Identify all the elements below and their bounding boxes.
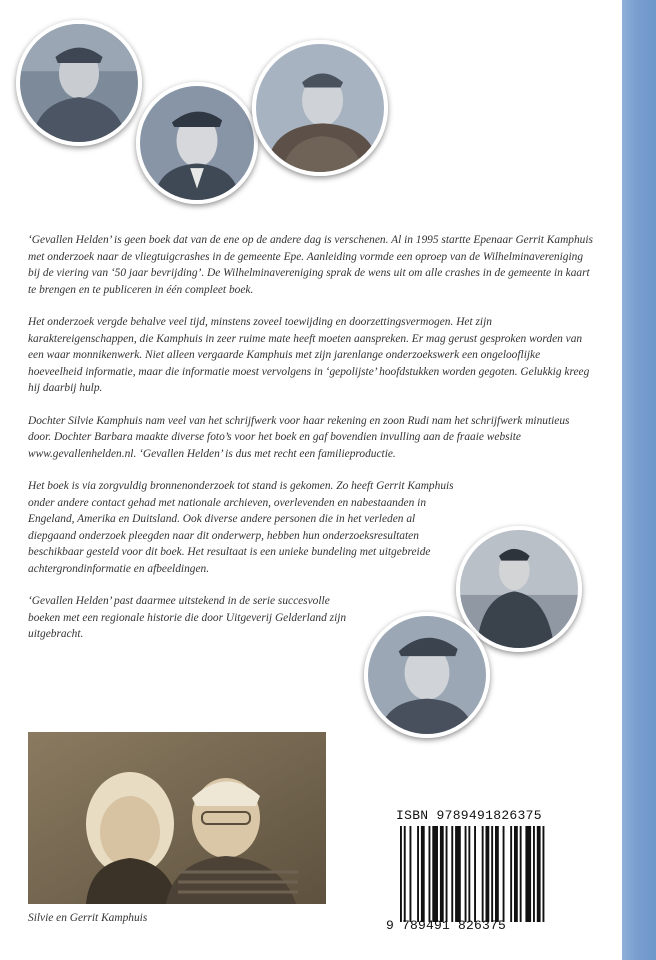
barcode-bar xyxy=(486,826,490,922)
book-spine-edge xyxy=(622,0,656,960)
barcode-bar xyxy=(417,826,419,922)
paragraph-history: ‘Gevallen Helden’ is geen boek dat van de ene op de andere dag is verschenen. Al in 1995 startte Epenaar Gerrit Kamphuis met onderzoek naar de vliegtuigcrashes in de gemeente Epe. Aanleiding vormde een oproep van de Wilhelminavereniging bij de viering van ‘50 jaar bevrijding’. De Wilhelminavereniging sprak de wens uit om alle crashes in de gemeente in kaart te brengen en te publiceren in één compleet boek. xyxy=(28,234,593,296)
barcode-bar xyxy=(533,826,535,922)
paragraph-sources: Het boek is via zorgvuldig bronnenonderzoek tot stand is gekomen. Zo heeft Gerrit Kamphuis onder andere contact gehad met nationale archieven, overlevenden en nabestaanden in Engeland, Amerika en Duitsland. Ook diverse andere personen die in het verleden al diepgaand onderzoek pleegden naar dit onderwerp, hebben hun onderzoeksresultaten beschikbaar gesteld voor dit boek. Het resultaat is een unieke bundeling met uitgebreide achtergrondinformatie en afbeeldingen. xyxy=(28,480,454,575)
barcode-bar xyxy=(510,826,512,922)
portrait-soldier-1 xyxy=(16,20,142,146)
photo-caption: Silvie en Gerrit Kamphuis xyxy=(28,912,148,924)
barcode-bar xyxy=(446,826,448,922)
barcode-bar xyxy=(432,826,438,922)
barcode-bar xyxy=(482,826,484,922)
portrait-soldier-3 xyxy=(252,40,388,176)
barcode-bar xyxy=(440,826,444,922)
barcode-bar xyxy=(429,826,431,922)
authors-photo xyxy=(28,732,326,904)
portrait-soldier-2 xyxy=(136,82,258,204)
barcode-bar xyxy=(455,826,461,922)
barcode-bar xyxy=(468,826,470,922)
barcode-bar xyxy=(404,826,406,922)
isbn-label: ISBN 9789491826375 xyxy=(396,808,542,823)
paragraph-research: Het onderzoek vergde behalve veel tijd, minstens zoveel toewijding en doorzettingsvermogen. Het zijn karaktereigenschappen, die Kamphuis in zeer ruime mate heeft moeten aanspreken. Er mag gerust gesproken worden van een waar monnikenwerk. Niet alleen vergaarde Kamphuis met zijn jarenlange onderzoekswerk een ongelooflijke hoeveelheid informatie, maar die informatie moest vervolgens in ‘gepolijste’ hoofdstukken worden gegoten. Gelukkig kreeg hij daarbij hulp. xyxy=(28,316,590,394)
barcode-bar xyxy=(514,826,518,922)
barcode-bar xyxy=(503,826,505,922)
barcode-bar xyxy=(495,826,499,922)
paragraph-series: ‘Gevallen Helden’ past daarmee uitstekend in de serie succesvolle boeken met een regionale historie die door Uitgeverij Gelderland zijn uitgebracht. xyxy=(28,595,347,640)
barcode-bar xyxy=(474,826,476,922)
barcode-bar xyxy=(520,826,522,922)
barcode-bar xyxy=(400,826,402,922)
barcode-bar xyxy=(410,826,412,922)
barcode-bar xyxy=(491,826,493,922)
paragraph-family: Dochter Silvie Kamphuis nam veel van het schrijfwerk voor haar rekening en zoon Rudi nam het schrijfwerk minutieus door. Dochter Barbara maakte diverse foto’s voor het boek en gaf bovendien invulling aan de fraaie website www.gevallenhelden.nl. ‘Gevallen Helden’ is dus met recht een familieproductie. xyxy=(28,414,570,460)
barcode-bar xyxy=(543,826,545,922)
barcode-bar xyxy=(537,826,541,922)
barcode-bar xyxy=(465,826,467,922)
portrait-soldier-5 xyxy=(364,612,490,738)
barcode-image xyxy=(398,826,606,922)
barcode-bar xyxy=(421,826,425,922)
ean-digits: 9 789491 826375 xyxy=(386,918,507,933)
barcode-bar xyxy=(525,826,531,922)
barcode-bar xyxy=(451,826,453,922)
